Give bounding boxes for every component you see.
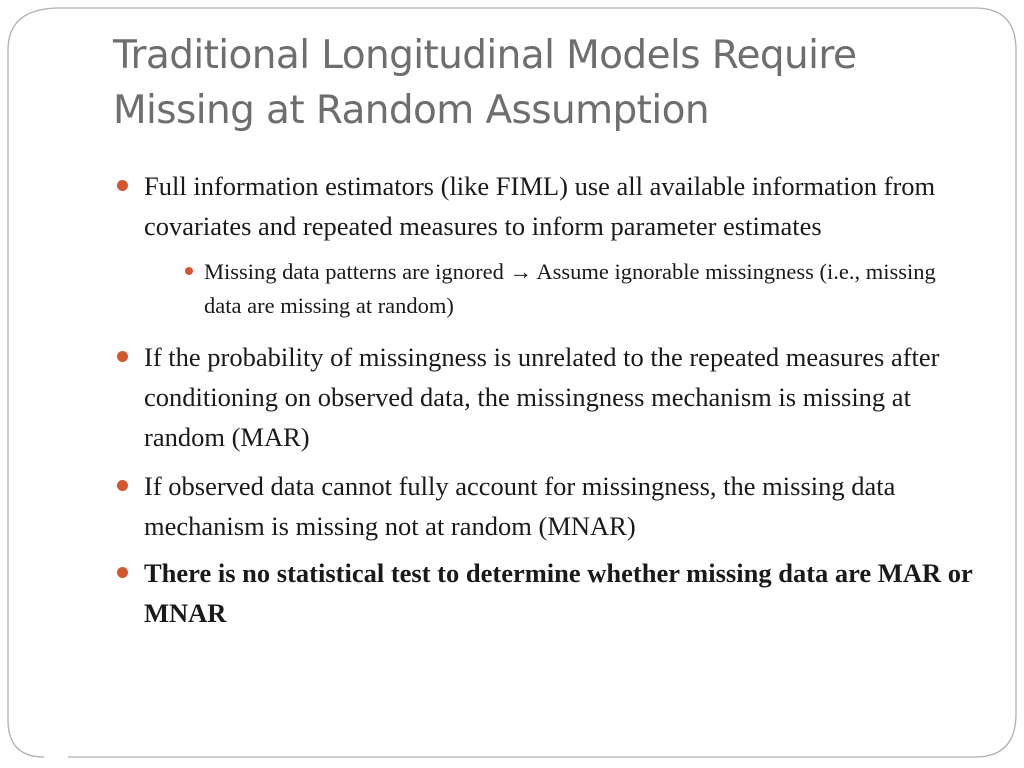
bullet-dot-icon [117,180,128,191]
bullet-item-mar [114,337,974,457]
sub-bullet-item-ignorable [144,255,974,323]
bullet-item-no-test [114,553,974,633]
bullet-dot-icon [117,480,128,491]
bullet-list [114,166,974,642]
sub-bullet-text: Missing data patterns are ignored → Assume ignorable missingness (i.e., missing data are missing at random) [204,259,936,318]
bullet-text: If observed data cannot fully account for missingness, the missing data mechanism is missing not at random (MNAR) [144,471,896,541]
bullet-text: There is no statistical test to determine whether missing data are MAR or MNAR [144,558,973,628]
bullet-text: If the probability of missingness is unrelated to the repeated measures after conditioning on observed data, the missingness mechanism is missing at random (MAR) [144,342,940,452]
bullet-text: Full information estimators (like FIML) use all available information from covariates and repeated measures to inform parameter estimates [144,171,936,241]
slide-title: Traditional Longitudinal Models Require Missing at Random Assumption [113,33,857,133]
sub-bullet-dot-icon [185,267,193,275]
bullet-item-fiml [114,166,974,323]
bullet-item-mnar [114,466,974,546]
bullet-dot-icon [117,567,128,578]
bullet-dot-icon [117,351,128,362]
sub-bullet-list [144,255,974,323]
